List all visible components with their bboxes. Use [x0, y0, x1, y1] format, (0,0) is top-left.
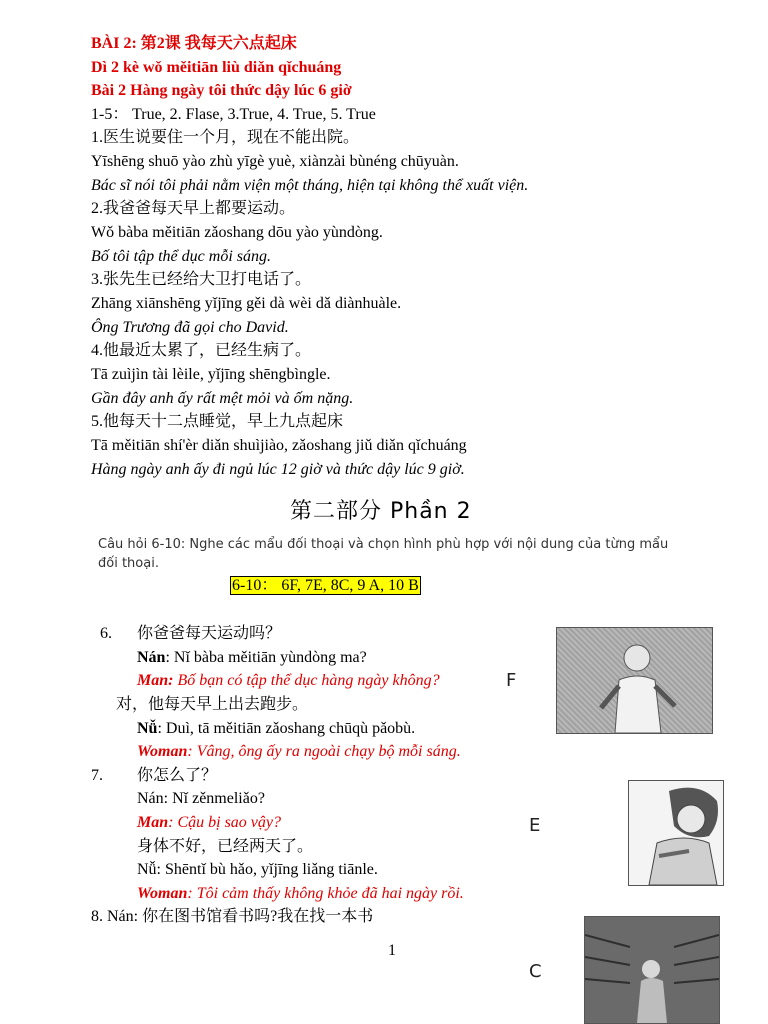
q6-photo-man-running [556, 627, 713, 734]
q6-woman-en-label: Woman [137, 743, 188, 760]
q7-woman-pinyin: Nǚ: Shēntǐ bù hǎo, yǐjīng liǎng tiānle. [137, 861, 378, 878]
item-2-pinyin: Wǒ bàba měitiān zǎoshang dōu yào yùndòng. [91, 224, 383, 241]
q7-man-vi [137, 812, 281, 834]
item-5-zh: 5.他每天十二点睡觉，早上九点起床 [91, 413, 344, 430]
part2-instruction-1: Câu hỏi 6-10: Nghe các mẩu đối thoại và chọn hình phù hợp với nội dung của từng mẩu [98, 537, 669, 552]
running-man-illustration [557, 628, 712, 733]
q6-woman-vi [137, 741, 461, 763]
lesson-title-pinyin: Dì 2 kè wǒ měitiān liù diǎn qǐchuáng [91, 59, 342, 76]
library-shelves-illustration [585, 917, 719, 1023]
item-5-pinyin: Tā měitiān shí'èr diǎn shuìjiào, zǎoshang jiǔ diǎn qǐchuáng [91, 437, 467, 454]
item-4-zh: 4.他最近太累了，已经生病了。 [91, 342, 312, 359]
lesson-title-zh: BÀI 2: 第2课 我每天六点起床 [91, 35, 297, 52]
q7-woman-vi [137, 883, 464, 905]
q6-man-vi-text: Bố bạn có tập thể dục hàng ngày không? [173, 672, 440, 689]
item-1-pinyin: Yīshēng shuō yào zhù yīgè yuè, xiànzài bùnéng chūyuàn. [91, 153, 459, 170]
q7-man-en-label: Man [137, 814, 169, 831]
answers-1-5: 1-5： True, 2. Flase, 3.True, 4. True, 5. True [91, 106, 376, 123]
item-3-vi: Ông Trương đã gọi cho David. [91, 319, 289, 336]
q6-man-pinyin-text: : Nǐ bàba měitiān yùndòng ma? [165, 649, 367, 666]
q7-number: 7. [91, 767, 103, 784]
page-number: 1 [388, 942, 396, 959]
part2-instruction-2: đối thoại. [98, 556, 159, 571]
q7-woman-en-label: Woman [137, 885, 188, 902]
item-1-vi: Bác sĩ nói tôi phải nằm viện một tháng, hiện tại không thể xuất viện. [91, 177, 529, 194]
lesson-title-vi: Bài 2 Hàng ngày tôi thức dậy lúc 6 giờ [91, 82, 352, 99]
answer-key-text: 6-10： 6F, 7E, 8C, 9 A, 10 B [232, 577, 419, 594]
item-4-vi: Gần đây anh ấy rất mệt mỏi và ốm nặng. [91, 390, 354, 407]
q7-picture-letter: E [529, 815, 541, 836]
q7-zh-answer: 身体不好，已经两天了。 [137, 838, 314, 855]
item-1-zh: 1.医生说要住一个月，现在不能出院。 [91, 129, 360, 146]
item-3-pinyin: Zhāng xiānshēng yǐjīng gěi dà wèi dǎ diànhuàle. [91, 295, 402, 312]
q6-woman-label: Nǚ [137, 720, 158, 737]
q7-man-pinyin: Nán: Nǐ zěnmeliǎo? [137, 790, 265, 807]
q6-man-vi [137, 670, 440, 692]
q6-man-label: Nán [137, 649, 166, 666]
part2-heading: 第二部分 Phần 2 [290, 499, 472, 524]
answer-key-6-10 [231, 575, 420, 597]
q7-woman-vi-text: : Tôi cảm thấy không khỏe đã hai ngày rồi. [187, 885, 464, 902]
q7-zh-question: 你怎么了？ [137, 767, 218, 784]
q6-picture-letter: F [506, 670, 517, 691]
q6-woman-pinyin [137, 718, 415, 740]
q7-man-vi-text: : Cậu bị sao vậy? [168, 814, 281, 831]
sick-woman-illustration [629, 781, 723, 885]
item-5-vi: Hàng ngày anh ấy đi ngủ lúc 12 giờ và thức dậy lúc 9 giờ. [91, 461, 465, 478]
item-4-pinyin: Tā zuìjìn tài lèile, yǐjīng shēngbìngle. [91, 366, 331, 383]
q6-woman-pinyin-text: : Duì, tā měitiān zǎoshang chūqù pǎobù. [157, 720, 416, 737]
q8-line: 8. Nán: 你在图书馆看书吗?我在找一本书 [91, 908, 374, 925]
q8-photo-library [584, 916, 720, 1024]
item-2-vi: Bố tôi tập thể dục mỗi sáng. [91, 248, 271, 265]
item-2-zh: 2.我爸爸每天早上都要运动。 [91, 200, 296, 217]
q6-woman-vi-text: : Vâng, ông ấy ra ngoài chạy bộ mỗi sáng. [187, 743, 461, 760]
q6-man-en-label: Man: [137, 672, 174, 689]
q6-man-pinyin [137, 647, 367, 669]
q6-number: 6. [100, 625, 112, 642]
q6-zh-answer: 对，他每天早上出去跑步。 [116, 696, 309, 713]
q7-photo-sick-person [628, 780, 724, 886]
item-3-zh: 3.张先生已经给大卫打电话了。 [91, 271, 312, 288]
q8-picture-letter: C [529, 961, 542, 982]
q6-zh-question: 你爸爸每天运动吗？ [137, 625, 282, 642]
